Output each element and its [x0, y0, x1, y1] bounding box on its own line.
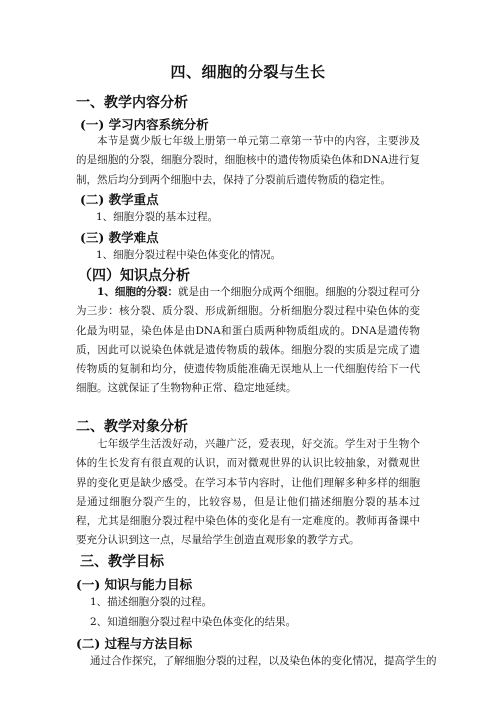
document-title: 四、细胞的分裂与生长	[170, 63, 326, 81]
paragraph-student-analysis: 七年级学生活泼好动，兴趣广泛，爱表现，好交流。学生对于生物个体的生长发育有很直观的认识，而对微观世界的认识比较抽象，对微观世界的变化更是缺少感受。在学习本节内容时，让他们理解多种多样的细胞是通过细胞分裂产生的，比较容易，但是让他们描述细胞分裂的基本过程，尤其是细胞分裂过程中染色体的变化是有一定难度的。教师再备课中要充分认识到这一点，尽量给学生创造直观形象的教学方式。	[76, 438, 420, 547]
section-heading-student-analysis: 二、教学对象分析	[76, 419, 188, 435]
knowledge-point-body: 就是由一个细胞分成两个细胞。细胞的分裂过程可分为三步：核分裂、质分裂、形成新细胞。分析细胞分裂过程中染色体的变化最为明显，染色体是由DNA和蛋白质两种物质组成的。DNA是遗传物质，因此可以说染色体就是遗传物质的载体。细胞分裂的实质是完成了遗传物质的复制和均分，使遗传物质能准确无误地从上一代细胞传给下一代细胞。这就保证了生物物种正常、稳定地延续。	[76, 286, 421, 395]
subsection-heading-knowledge-goals: (一) 知识与能力目标	[76, 577, 193, 592]
subsection-heading-difficult-points: (三) 教学难点	[80, 230, 159, 245]
subsection-heading-key-points: (二) 教学重点	[80, 192, 159, 207]
list-item-knowledge-goal-1: 1、描述细胞分裂的过程。	[90, 596, 213, 608]
paragraph-learning-content: 本节是冀少版七年级上册第一单元第二章第一节中的内容，主要涉及的是细胞的分裂，细胞分裂时，细胞核中的遗传物质染色体和DNA进行复制，然后均分到两个细胞中去，保持了分裂前后遗传物质的稳定性。	[76, 135, 420, 186]
list-item-knowledge-goal-2: 2、知道细胞分裂过程中染色体变化的结果。	[90, 616, 297, 628]
subsection-heading-process-goals: (二) 过程与方法目标	[76, 636, 193, 651]
paragraph-knowledge-points	[76, 283, 420, 399]
paragraph-process-goals: 通过合作探究，了解细胞分裂的过程，以及染色体的变化情况，提高学生的	[90, 655, 437, 667]
knowledge-point-lead: 1、细胞的分裂：	[97, 286, 178, 298]
subsection-heading-learning-content: (一) 学习内容系统分析	[80, 117, 209, 132]
section-heading-content-analysis: 一、教学内容分析	[76, 95, 188, 111]
list-item-difficult-point-1: 1、细胞分裂过程中染色体变化的情况。	[96, 249, 282, 261]
list-item-key-point-1: 1、细胞分裂的基本过程。	[96, 211, 219, 223]
subsection-heading-knowledge-points: （四）知识点分析	[78, 268, 190, 284]
section-heading-teaching-goals: 三、教学目标	[80, 554, 164, 570]
